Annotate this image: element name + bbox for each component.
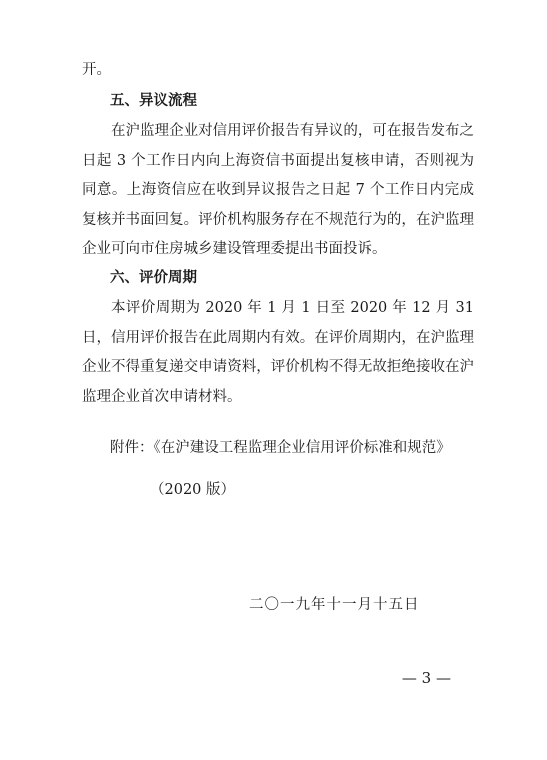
document-date: 二〇一九年十一月十五日: [249, 597, 420, 613]
page-number: — 3 —: [401, 669, 451, 687]
attachment-line: 附件：《在沪建设工程监理企业信用评价标准和规范》: [110, 440, 451, 456]
attachment-version: （2020 版）: [150, 482, 236, 498]
section-6-heading: 六、评价周期: [110, 270, 197, 286]
carry-over-text: 开。: [82, 62, 111, 78]
section-5-heading: 五、异议流程: [110, 93, 197, 109]
section-5-paragraph: 在沪监理企业对信用评价报告有异议的，可在报告发布之日起 3 个工作日内向上海资信书面提出复核申请，否则视为同意。上海资信应在收到异议报告之日起 7 个工作日内完成复核并书面回复。评价机构服务存在不规范行为的，在沪监理企业可向市住房城乡建设管理委提出书面投诉。: [82, 123, 474, 257]
section-6-paragraph: 本评价周期为 2020 年 1 月 1 日至 2020 年 12 月 31 日，信用评价报告在此周期内有效。在评价周期内，在沪监理企业不得重复递交申请资料，评价机构不得无故拒绝接收在沪监理企业首次申请材料。: [82, 300, 474, 405]
